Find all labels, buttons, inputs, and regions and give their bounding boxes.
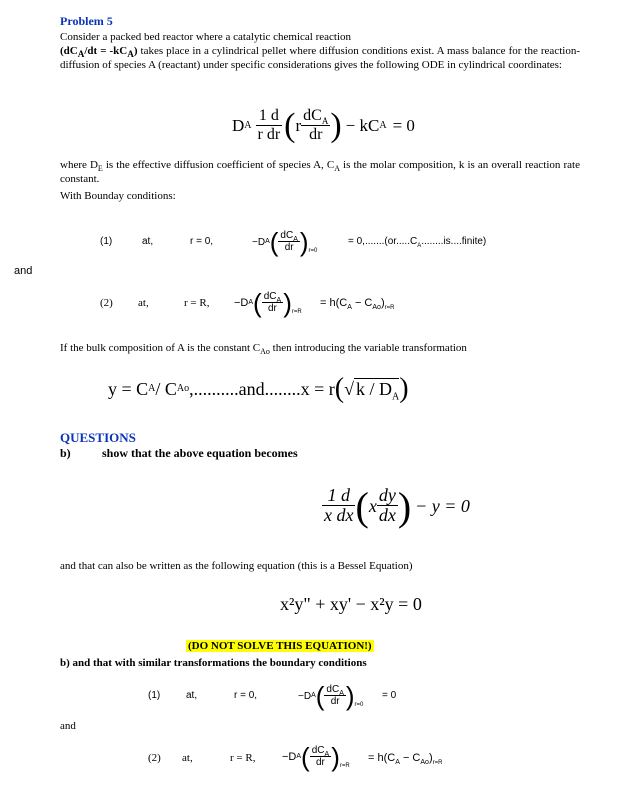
bessel-equation: x²y" + xy' − x²y = 0 (280, 594, 422, 614)
ode-frac-2: $\frac{dC_A}{dr}$ (303, 107, 329, 144)
bc1-rhs: = $0,.......(or.....C_A........is....finite)$ (348, 236, 487, 249)
bc3-expression: −D A ( $\frac{dC_A}{dr}$ ) r=0 (298, 680, 364, 711)
bc3-condition: r = 0, (234, 690, 258, 701)
intro-line-2: takes place in a cylindrical pellet where diffusion conditions exist. A mass balance for the reaction-diffusion of species A (reactant) under specific considerations gives the following ODE in cylindrical coordinates: (60, 45, 580, 71)
bc2-at: at, (138, 297, 149, 309)
bc4-number: (2) (148, 752, 161, 764)
do-not-solve-note: (DO NOT SOLVE THIS EQUATION!) (188, 640, 372, 652)
bc3-at: at, (186, 690, 198, 701)
reaction-expression: $(dC_A/dt = -kC_A)$ (60, 45, 138, 60)
and-label: and (60, 720, 76, 732)
bc4-rhs: = $h(C_A - C_{Ao})_{r=R}$ (368, 752, 443, 767)
bc2-expression: −D A ( $\frac{dC_A}{dr}$ ) r=R (234, 287, 302, 318)
bc4-at: at, (182, 752, 193, 764)
bc1-at: at, (142, 236, 154, 247)
where-paragraph: where $D_E$ is the effective diffusion coefficient of species A, $C_A$ is the molar composition, k is an overall reaction rate constant. (60, 159, 580, 185)
question-b-label: b) (60, 446, 71, 460)
bulk-text: If the bulk composition of A is the constant $C_{Ao}$ then introducing the variable transformation (60, 342, 467, 357)
bc4-condition: r = R, (230, 752, 256, 764)
bc3-number: (1) (148, 690, 161, 701)
with-bc-label: With Bounday conditions: (60, 190, 176, 202)
ode-frac-1: $\frac{1 d}{\text{r dr}}$ (257, 107, 281, 144)
bessel-intro: and that can also be written as the following equation (this is a Bessel Equation) (60, 560, 413, 572)
intro-line-1: Consider a packed bed reactor where a catalytic chemical reaction (60, 31, 352, 43)
bc2-rhs: = $h(C_A - C_{Ao})_{r=R}$ (320, 297, 395, 312)
bc2-number: (2) (100, 297, 113, 309)
bc1-condition: r = 0, (190, 236, 214, 247)
ode-equation: D A $\frac{1 d}{\text{r dr}}$ ( r $\frac{dC_A}{dr}$ ) − kC A = 0 (232, 107, 415, 144)
variable-transform: y = C A / C Ao ,..........and........x = r ( √ k / $D_A$ ) (108, 373, 409, 404)
bc4-expression: −D A ( $\frac{dC_A}{dr}$ ) r=R (282, 741, 350, 772)
intro-paragraph (60, 30, 580, 72)
bc2-condition: r = R, (184, 297, 210, 309)
side-and-label: and (14, 265, 33, 277)
question-b2-text: b) and that with similar transformations the boundary conditions (60, 657, 367, 669)
question-b-text: show that the above equation becomes (102, 446, 298, 460)
bc3-rhs: = 0 (382, 690, 397, 701)
problem-title: Problem 5 (60, 14, 113, 28)
bc1-number: (1) (100, 236, 113, 247)
bc1-expression: −D A ( $\frac{dC_A}{dr}$ ) r=0 (252, 226, 318, 257)
questions-heading: QUESTIONS (60, 430, 136, 445)
transformed-ode: $\frac{1 d}{\text{x dx}}$ ( x $\frac{dy}{dx}$ ) − y = 0 (324, 483, 470, 529)
